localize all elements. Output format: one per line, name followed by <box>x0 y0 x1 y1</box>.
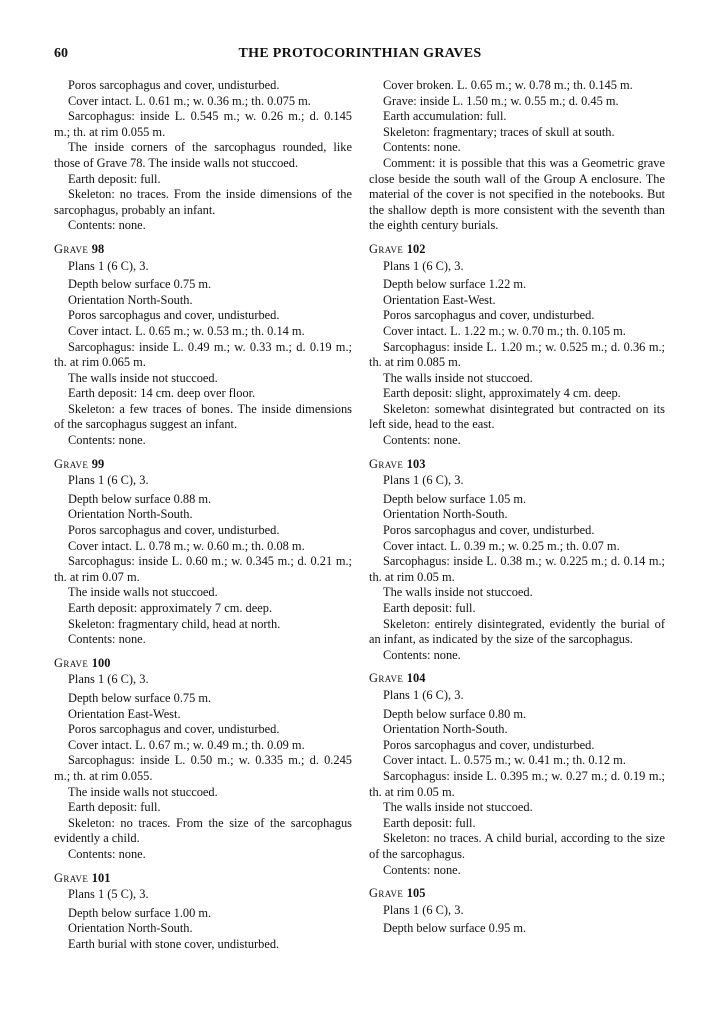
grave-heading <box>369 457 665 473</box>
paragraph: Sarcophagus: inside L. 0.38 m.; w. 0.225 m.; d. 0.14 m.; th. at rim 0.05 m. <box>369 554 665 584</box>
grave-number: 100 <box>91 655 111 670</box>
paragraph: Orientation East-West. <box>383 292 496 307</box>
paragraph: Cover broken. L. 0.65 m.; w. 0.78 m.; th. 0.145 m. <box>383 78 633 92</box>
plans-reference: Plans 1 (6 C), 3. <box>383 687 464 702</box>
paragraph: Earth accumulation: full. <box>383 109 507 124</box>
grave-entry-101 <box>54 871 352 953</box>
paragraph: Orientation North-South. <box>383 722 508 737</box>
paragraph: Grave: inside L. 1.50 m.; w. 0.55 m.; d. 0.45 m. <box>383 93 619 108</box>
paragraph: Depth below surface 0.95 m. <box>383 921 527 936</box>
paragraph: Sarcophagus: inside L. 0.395 m.; w. 0.27 m.; d. 0.19 m.; th. at rim 0.05 m. <box>369 768 665 799</box>
grave-entry-99 <box>54 457 352 648</box>
left-column <box>54 78 352 952</box>
paragraph: Contents: none. <box>68 433 146 448</box>
grave-heading <box>369 242 665 258</box>
paragraph: Orientation East-West. <box>68 706 181 721</box>
paragraph: Depth below surface 0.80 m. <box>383 706 527 721</box>
plans-reference: Plans 1 (6 C), 3. <box>383 258 464 273</box>
paragraph: Cover intact. L. 0.61 m.; w. 0.36 m.; th. 0.075 m. <box>68 93 311 108</box>
paragraph: Depth below surface 1.00 m. <box>68 905 212 920</box>
paragraph: Depth below surface 1.22 m. <box>383 277 527 292</box>
paragraph: Skeleton: no traces. A child burial, according to the size of the sarcophagus. <box>369 831 665 861</box>
paragraph: Contents: none. <box>383 433 461 448</box>
paragraph: Earth deposit: full. <box>383 815 476 830</box>
paragraph: Depth below surface 0.75 m. <box>68 690 212 705</box>
right-continuation <box>369 78 665 234</box>
paragraph: The walls inside not stuccoed. <box>383 585 533 600</box>
paragraph: Contents: none. <box>383 862 461 877</box>
grave-entry-98 <box>54 242 352 449</box>
paragraph: Skeleton: fragmentary; traces of skull at south. <box>383 124 615 139</box>
grave-heading <box>54 242 352 258</box>
grave-number: 98 <box>91 241 105 256</box>
paragraph: Cover intact. L. 0.78 m.; w. 0.60 m.; th. 0.08 m. <box>68 538 305 553</box>
paragraph: Earth deposit: full. <box>383 601 476 615</box>
paragraph: Poros sarcophagus and cover, undisturbed. <box>383 308 595 323</box>
paragraph: Cover intact. L. 0.65 m.; w. 0.53 m.; th. 0.14 m. <box>68 323 305 338</box>
paragraph: Orientation North-South. <box>68 292 193 307</box>
paragraph: The inside walls not stuccoed. <box>68 784 218 799</box>
paragraph: Contents: none. <box>383 140 461 155</box>
grave-number: 103 <box>406 456 426 471</box>
grave-heading-label: Grave <box>54 870 89 885</box>
grave-heading-label: Grave <box>54 456 89 471</box>
paragraph: Earth deposit: full. <box>68 800 161 815</box>
grave-number: 104 <box>406 671 426 686</box>
grave-heading-label: Grave <box>369 241 404 256</box>
paragraph: Earth burial with stone cover, undisturbed. <box>68 936 280 951</box>
right-column <box>369 78 665 937</box>
paragraph: Skeleton: no traces. From the inside dimensions of the sarcophagus, probably an infant. <box>54 187 352 217</box>
paragraph: The walls inside not stuccoed. <box>68 370 218 385</box>
paragraph: Contents: none. <box>68 846 146 861</box>
grave-number: 102 <box>406 241 426 256</box>
grave-heading <box>54 656 352 672</box>
paragraph: Depth below surface 1.05 m. <box>383 491 527 506</box>
paragraph: Poros sarcophagus and cover, undisturbed. <box>383 523 595 538</box>
plans-reference: Plans 1 (6 C), 3. <box>68 473 149 488</box>
page-number: 60 <box>54 46 68 61</box>
paragraph: Poros sarcophagus and cover, undisturbed. <box>68 722 280 737</box>
paragraph: Cover intact. L. 0.67 m.; w. 0.49 m.; th. 0.09 m. <box>68 737 305 752</box>
plans-reference: Plans 1 (5 C), 3. <box>68 887 149 902</box>
grave-entry-104 <box>369 671 665 878</box>
grave-entry-105 <box>369 886 665 937</box>
paragraph: Sarcophagus: inside L. 0.545 m.; w. 0.26 m.; d. 0.145 m.; th. at rim 0.055 m. <box>54 109 352 139</box>
running-head <box>54 46 666 66</box>
grave-heading-label: Grave <box>369 456 404 471</box>
grave-heading-label: Grave <box>369 671 404 686</box>
paragraph: Skeleton: fragmentary child, head at north. <box>68 616 281 631</box>
paragraph: Sarcophagus: inside L. 0.60 m.; w. 0.345 m.; d. 0.21 m.; th. at rim 0.07 m. <box>54 554 352 584</box>
grave-entry-102 <box>369 242 665 449</box>
paragraph: Orientation North-South. <box>383 507 508 522</box>
paragraph: Contents: none. <box>383 647 461 662</box>
paragraph: Sarcophagus: inside L. 1.20 m.; w. 0.525 m.; d. 0.36 m.; th. at rim 0.085 m. <box>369 339 665 370</box>
paragraph: Poros sarcophagus and cover, undisturbed. <box>68 78 280 92</box>
paragraph: Contents: none. <box>68 218 146 233</box>
paragraph: Orientation North-South. <box>68 921 193 936</box>
paragraph: Contents: none. <box>68 632 146 647</box>
paragraph: Skeleton: a few traces of bones. The inside dimensions of the sarcophagus suggest an infant. <box>54 401 352 432</box>
paragraph: Cover intact. L. 0.575 m.; w. 0.41 m.; th. 0.12 m. <box>383 753 626 768</box>
grave-heading <box>369 886 665 902</box>
paragraph: The walls inside not stuccoed. <box>383 370 533 385</box>
running-title: THE PROTOCORINTHIAN GRAVES <box>238 46 482 61</box>
paragraph: The inside corners of the sarcophagus rounded, like those of Grave 78. The inside walls not stuccoed. <box>54 140 352 170</box>
paragraph: Comment: it is possible that this was a Geometric grave close beside the south wall of the Group A enclosure. The material of the cover is not specified in the notebooks. But the shallow depth is more consistent with the seventh than the eighth century burials. <box>369 155 665 233</box>
paragraph: Depth below surface 0.75 m. <box>68 277 212 292</box>
paragraph: Skeleton: entirely disintegrated, evidently the burial of an infant, as indicated by the size of the sarcophagus. <box>369 616 665 647</box>
plans-reference: Plans 1 (6 C), 3. <box>383 473 464 488</box>
paragraph: Sarcophagus: inside L. 0.49 m.; w. 0.33 m.; d. 0.19 m.; th. at rim 0.065 m. <box>54 339 352 370</box>
paragraph: Poros sarcophagus and cover, undisturbed. <box>383 737 595 752</box>
grave-heading <box>369 671 665 687</box>
paragraph: Sarcophagus: inside L. 0.50 m.; w. 0.335 m.; d. 0.245 m.; th. at rim 0.055. <box>54 753 352 783</box>
grave-entry-100 <box>54 656 352 863</box>
paragraph: Poros sarcophagus and cover, undisturbed. <box>68 523 280 538</box>
paragraph: The inside walls not stuccoed. <box>68 585 218 600</box>
paragraph: Earth deposit: full. <box>68 171 161 186</box>
grave-heading <box>54 871 352 887</box>
paragraph: Earth deposit: approximately 7 cm. deep. <box>68 601 273 615</box>
grave-entry-103 <box>369 457 665 664</box>
paragraph: Earth deposit: slight, approximately 4 cm. deep. <box>383 386 621 401</box>
grave-heading <box>54 457 352 473</box>
paragraph: Depth below surface 0.88 m. <box>68 491 212 506</box>
grave-heading-label: Grave <box>54 655 89 670</box>
plans-reference: Plans 1 (6 C), 3. <box>68 258 149 273</box>
paragraph: Skeleton: somewhat disintegrated but contracted on its left side, head to the east. <box>369 401 665 432</box>
paragraph: Cover intact. L. 1.22 m.; w. 0.70 m.; th. 0.105 m. <box>383 323 626 338</box>
grave-number: 99 <box>91 456 105 471</box>
grave-heading-label: Grave <box>369 886 404 901</box>
paragraph: Orientation North-South. <box>68 507 193 522</box>
paragraph: Skeleton: no traces. From the size of the sarcophagus evidently a child. <box>54 815 352 846</box>
left-continuation <box>54 78 352 234</box>
paragraph: The walls inside not stuccoed. <box>383 800 533 815</box>
plans-reference: Plans 1 (6 C), 3. <box>383 902 464 917</box>
grave-number: 105 <box>406 886 426 901</box>
grave-heading-label: Grave <box>54 241 89 256</box>
paragraph: Earth deposit: 14 cm. deep over floor. <box>68 386 256 401</box>
paragraph: Poros sarcophagus and cover, undisturbed. <box>68 308 280 323</box>
plans-reference: Plans 1 (6 C), 3. <box>68 672 149 687</box>
paragraph: Cover intact. L. 0.39 m.; w. 0.25 m.; th. 0.07 m. <box>383 538 620 553</box>
grave-number: 101 <box>91 870 111 885</box>
